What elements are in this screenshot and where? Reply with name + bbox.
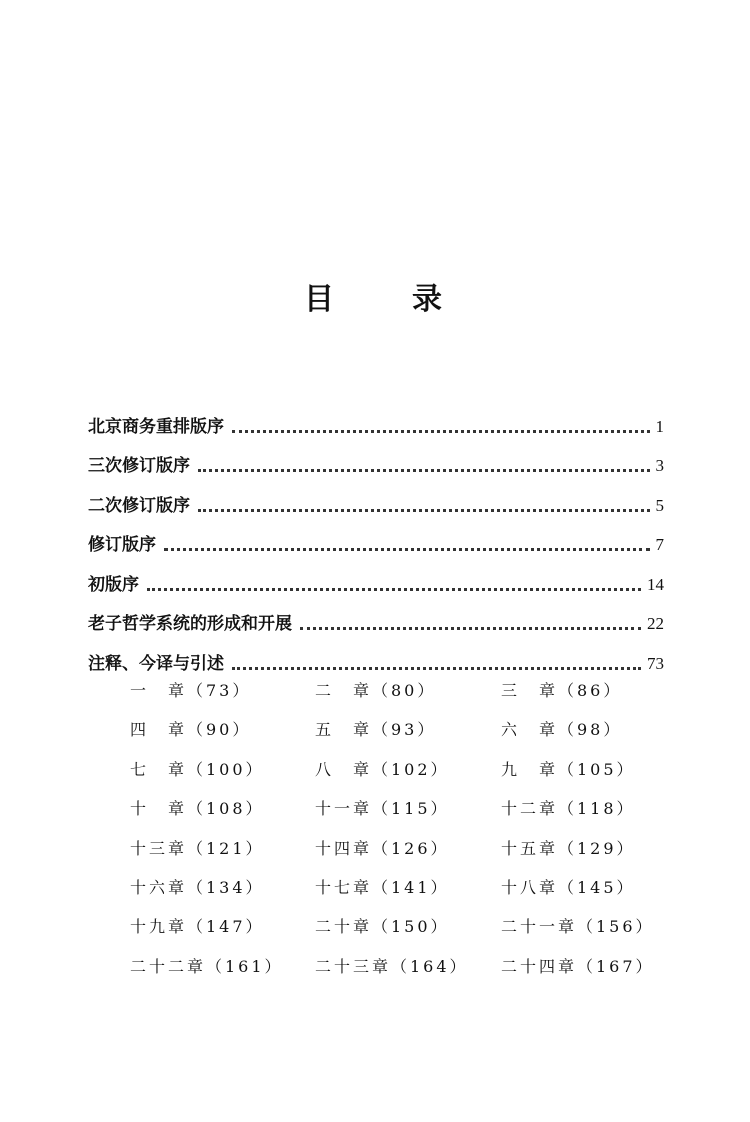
toc-leader-dots [147,588,641,591]
toc-entry-page: 7 [655,535,664,554]
chapter-entry: 四 章（90） [130,720,252,740]
chapter-entry: 三 章（86） [501,681,623,700]
toc-entry-page: 1 [655,416,664,436]
toc-leader-dots [300,627,641,630]
chapter-entry: 十六章（134） [130,877,265,897]
toc-entry [88,481,664,521]
chapter-entry: 十四章（126） [315,838,450,858]
chapter-entry: 十一章（115） [315,799,450,819]
chapter-entry: 二 章（80） [315,681,437,700]
chapter-entry: 十二章（118） [501,799,636,819]
toc-entry-page: 73 [647,653,664,673]
page-title-char-2: 录 [412,282,442,317]
toc-entry-title: 注释、今译与引述 [88,653,224,674]
chapter-entry: 二十章（150） [315,917,450,937]
chapter-entry: 二十四章（167） [501,956,655,976]
chapter-index [130,676,690,991]
toc-entry-title: 初版序 [88,574,139,595]
chapter-entry: 七 章（100） [130,759,265,779]
toc-entry-title: 修订版序 [88,535,156,555]
chapter-entry: 十七章（141） [315,877,450,897]
chapter-entry: 二十三章（164） [315,956,469,976]
chapter-entry: 八 章（102） [315,759,450,779]
toc-entry-title: 老子哲学系统的形成和开展 [88,614,292,634]
chapter-entry: 十九章（147） [130,917,265,937]
toc-entry-page: 14 [647,574,664,594]
toc-entry-page: 3 [655,456,664,475]
toc-entry-page: 5 [655,495,664,515]
chapter-entry: 十八章（145） [501,877,636,897]
table-of-contents [88,402,664,679]
toc-leader-dots [198,469,650,472]
chapter-entry: 十五章（129） [501,838,636,858]
toc-entry-title: 北京商务重排版序 [88,416,224,437]
chapter-entry: 九 章（105） [501,759,636,779]
toc-entry-title: 二次修订版序 [88,495,190,516]
page-title [0,282,750,322]
toc-leader-dots [232,430,650,433]
chapter-entry: 二十二章（161） [130,956,284,976]
chapter-entry: 十三章（121） [130,838,265,858]
toc-leader-dots [198,509,650,512]
toc-leader-dots [164,548,650,551]
toc-entry [88,402,664,442]
chapter-entry: 六 章（98） [501,720,623,740]
chapter-entry: 十 章（108） [130,799,265,819]
chapter-entry: 二十一章（156） [501,917,655,937]
toc-entry [88,560,664,600]
page-title-char-1: 目 [304,282,334,317]
toc-leader-dots [232,667,641,670]
toc-entry [88,442,664,482]
toc-entry [88,600,664,640]
toc-entry [88,521,664,561]
toc-entry [88,639,664,679]
chapter-entry: 一 章（73） [130,681,252,700]
chapter-entry: 五 章（93） [315,720,437,740]
toc-entry-title: 三次修订版序 [88,456,190,476]
toc-entry-page: 22 [647,614,664,633]
